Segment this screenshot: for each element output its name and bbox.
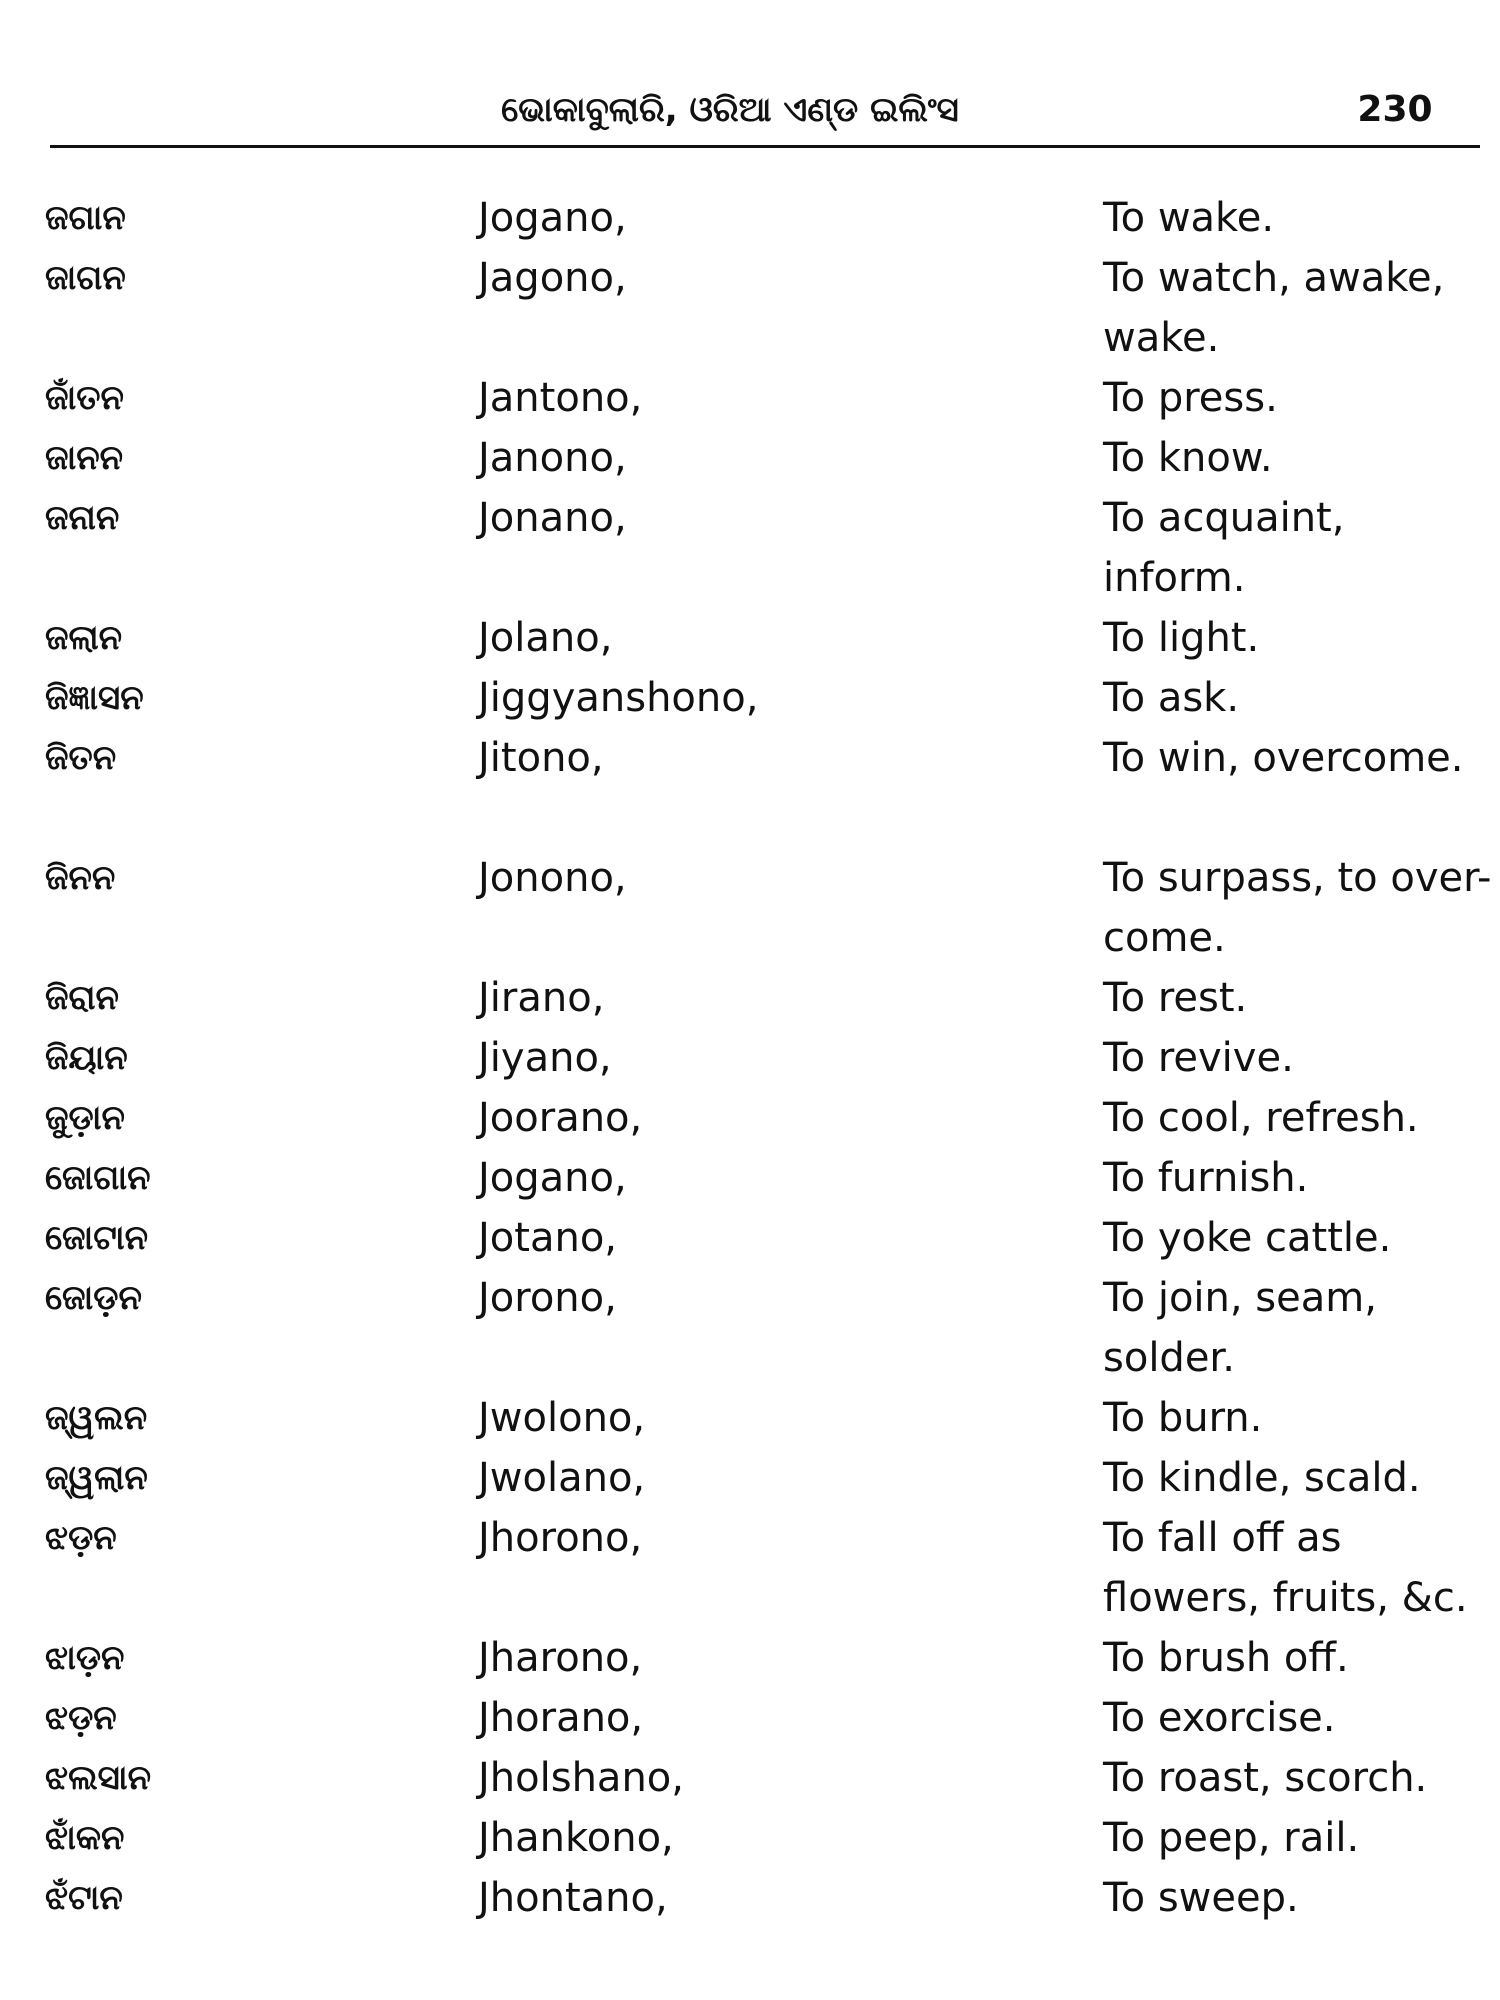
english-meaning: To cool, refresh.: [1103, 1095, 1419, 1141]
transliteration: Jantono,: [478, 375, 643, 421]
odia-word: ଜିନନ: [45, 858, 116, 898]
vocabulary-entry: [0, 1148, 1500, 1208]
vocabulary-entry: [0, 1868, 1500, 1928]
english-meaning: To exorcise.: [1103, 1695, 1336, 1741]
vocabulary-entry: [0, 188, 1500, 248]
odia-word: ଜାଁତନ: [45, 378, 124, 418]
odia-word: ଜ୍ୱଲାନ: [45, 1458, 148, 1498]
english-meaning: To ask.: [1103, 675, 1240, 721]
odia-word: ଝଡ଼ନ: [45, 1518, 117, 1558]
odia-word: ଝଡ଼ନ: [45, 1698, 117, 1738]
english-meaning: To sweep.: [1103, 1875, 1299, 1921]
odia-word: ଜୋଗାନ: [45, 1158, 151, 1198]
transliteration: Jogano,: [478, 195, 627, 241]
transliteration: Jotano,: [478, 1215, 618, 1261]
english-meaning: To roast, scorch.: [1103, 1755, 1428, 1801]
vocabulary-entry: [0, 1748, 1500, 1808]
vocabulary-entry: [0, 968, 1500, 1028]
english-meaning: To kindle, scald.: [1103, 1455, 1421, 1501]
odia-word: ଜିତନ: [45, 738, 117, 778]
vocabulary-entry: [0, 608, 1500, 668]
odia-word: ଝାଁକନ: [45, 1818, 125, 1858]
odia-word: ଜ୍ୱଲନ: [45, 1398, 148, 1438]
transliteration: Jhorano,: [478, 1695, 644, 1741]
english-meaning: To rest.: [1103, 975, 1248, 1021]
odia-word: ଜିୟାନ: [45, 1038, 128, 1078]
transliteration: Jolano,: [478, 615, 613, 661]
transliteration: Jitono,: [478, 735, 604, 781]
page-header: [50, 80, 1480, 140]
transliteration: Jhontano,: [478, 1875, 668, 1921]
transliteration: Jiggyanshono,: [478, 675, 759, 721]
english-meaning: To watch, awake, wake.: [1103, 255, 1445, 361]
page-number: 230: [1357, 89, 1433, 130]
vocabulary-entry: [0, 1628, 1500, 1688]
transliteration: Jwolono,: [478, 1395, 646, 1441]
english-meaning: To brush off.: [1103, 1635, 1349, 1681]
odia-word: ଜାନନ: [45, 438, 124, 478]
vocabulary-entry: [0, 1508, 1500, 1628]
vocabulary-entry: [0, 1088, 1500, 1148]
odia-word: ଜାଗନ: [45, 258, 126, 298]
transliteration: Jhorono,: [478, 1515, 643, 1561]
running-title: ଭୋକାବୁଲାରି, ଓରିଆ ଏଣ୍ଡ ଇଲିଂସ: [501, 90, 959, 130]
vocabulary-entry: [0, 1808, 1500, 1868]
transliteration: Jagono,: [478, 255, 627, 301]
odia-word: ଜୋଡ଼ନ: [45, 1278, 142, 1318]
odia-word: ଜୁଡ଼ାନ: [45, 1098, 125, 1138]
odia-word: ଜିରାନ: [45, 978, 119, 1018]
transliteration: Jonono,: [478, 855, 627, 901]
vocabulary-entry: [0, 1688, 1500, 1748]
vocabulary-entry: [0, 1208, 1500, 1268]
transliteration: Jwolano,: [478, 1455, 646, 1501]
english-meaning: To acquaint, inform.: [1103, 495, 1345, 601]
vocabulary-entry: [0, 1388, 1500, 1448]
vocabulary-entry: [0, 848, 1500, 968]
transliteration: Jorono,: [478, 1275, 617, 1321]
english-meaning: To win, overcome.: [1103, 735, 1464, 781]
vocabulary-entry: [0, 728, 1500, 848]
transliteration: Joorano,: [478, 1095, 643, 1141]
english-meaning: To yoke cattle.: [1103, 1215, 1392, 1261]
odia-word: ଜଗାନ: [45, 198, 126, 238]
vocabulary-list: [0, 188, 1500, 1928]
odia-word: ଜନାନ: [45, 498, 120, 538]
vocabulary-entry: [0, 368, 1500, 428]
vocabulary-entry: [0, 1028, 1500, 1088]
transliteration: Jharono,: [478, 1635, 643, 1681]
transliteration: Jogano,: [478, 1155, 627, 1201]
header-rule: [50, 145, 1480, 148]
transliteration: Jholshano,: [478, 1755, 684, 1801]
vocabulary-entry: [0, 428, 1500, 488]
english-meaning: To burn.: [1103, 1395, 1263, 1441]
vocabulary-entry: [0, 248, 1500, 368]
english-meaning: To surpass, to over-come.: [1103, 855, 1492, 961]
vocabulary-entry: [0, 668, 1500, 728]
transliteration: Jhankono,: [478, 1815, 674, 1861]
english-meaning: To light.: [1103, 615, 1260, 661]
odia-word: ଝାଡ଼ନ: [45, 1638, 125, 1678]
english-meaning: To wake.: [1103, 195, 1275, 241]
odia-word: ଝଁଟାନ: [45, 1878, 123, 1918]
english-meaning: To peep, rail.: [1103, 1815, 1360, 1861]
odia-word: ଜିଜ୍ଞାସନ: [45, 678, 144, 718]
english-meaning: To furnish.: [1103, 1155, 1309, 1201]
vocabulary-entry: [0, 488, 1500, 608]
transliteration: Jonano,: [478, 495, 627, 541]
english-meaning: To join, seam, solder.: [1103, 1275, 1377, 1381]
odia-word: ଜଲାନ: [45, 618, 123, 658]
vocabulary-entry: [0, 1448, 1500, 1508]
english-meaning: To know.: [1103, 435, 1273, 481]
vocabulary-entry: [0, 1268, 1500, 1388]
transliteration: Janono,: [478, 435, 627, 481]
odia-word: ଜୋଟାନ: [45, 1218, 149, 1258]
english-meaning: To revive.: [1103, 1035, 1294, 1081]
english-meaning: To fall off as flowers, fruits, &c.: [1103, 1515, 1468, 1621]
transliteration: Jirano,: [478, 975, 605, 1021]
odia-word: ଝଲସାନ: [45, 1758, 152, 1798]
transliteration: Jiyano,: [478, 1035, 612, 1081]
english-meaning: To press.: [1103, 375, 1278, 421]
